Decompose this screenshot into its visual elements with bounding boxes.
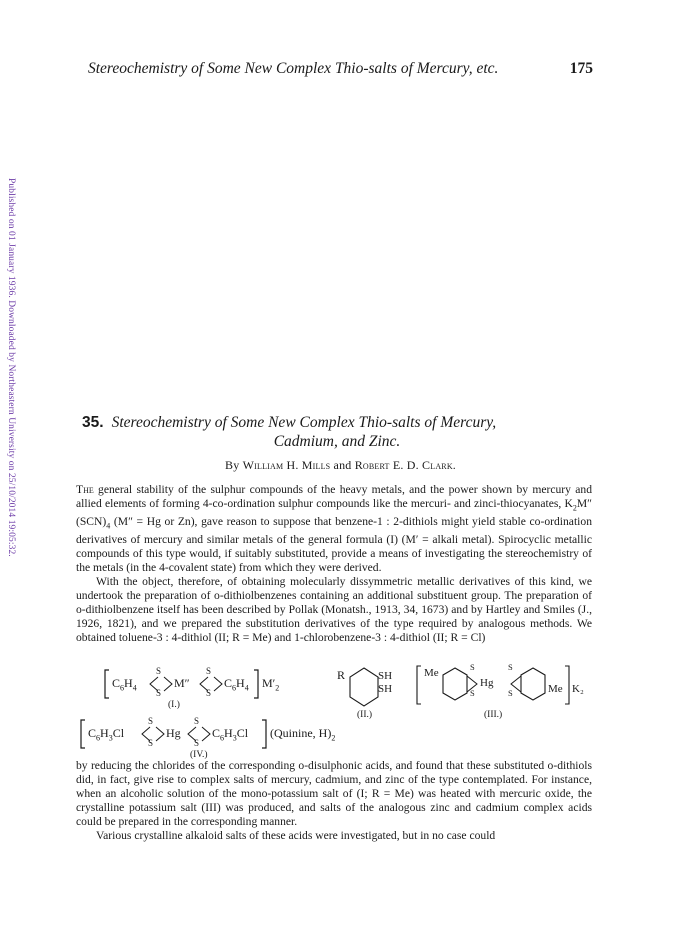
authors-prefix: By [224, 458, 240, 472]
formula-I-left-group: $C_6H_4$ [112, 676, 137, 693]
p1-text-b: M″(SCN) [76, 496, 592, 529]
author-2: Robert E. D. Clark. [354, 458, 457, 472]
formula-III-metal: Hg [480, 677, 494, 689]
author-line [0, 458, 681, 473]
formula-IV-s2: S [148, 738, 154, 748]
download-stamp-text: Published on 01 January 1936. Downloaded by Northeastern University on 25/10/2014 19:05:32. [6, 178, 16, 557]
formula-I-counterion: $M'_2$ [262, 676, 280, 693]
formula-I-right-group: $C_6H_4$ [224, 676, 249, 693]
formula-III-me1: Me [424, 667, 439, 679]
formula-I-s4: S [206, 688, 212, 698]
formula-I-s1: S [156, 666, 162, 676]
formula-III-s4: S [508, 688, 513, 698]
formula-II-sh2: SH [378, 683, 393, 695]
p1-text-c: (M″ = Hg or Zn), gave reason to suppose that benzene-1 : 2-dithiols might yield stable co-ordination derivatives of mercury and similar metals of the general formula (I) (M′ = alkali metal). Spirocyclic metallic compounds of this type would, if suitably substituted, provide a means of investigating the stereochemistry of the metals (in the 4-covalent state) from which they were derived. [76, 515, 592, 575]
formula-I-s2: S [156, 688, 162, 698]
formula-IV-s1: S [148, 716, 154, 726]
paragraph-3: by reducing the chlorides of the corresponding o-disulphonic acids, and found that these substituted o-dithiols did, in fact, give rise to complex salts of mercury, cadmium, and zinc of the type contemplated. For instance, when an alcoholic solution of the mono-potassium salt of (I; R = Me) was heated with mercuric oxide, the crystalline potassium salt (III) was produced, and salts of the analogous zinc and cadmium complex acids could be prepared in the corresponding manner. [76, 759, 592, 828]
running-title: Stereochemistry of Some New Complex Thio-salts of Mercury, etc. [88, 60, 499, 77]
formula-IV-s3: S [194, 716, 200, 726]
title-line-1: Stereochemistry of Some New Complex Thio-salts of Mercury, [111, 414, 497, 431]
formula-IV-label: (IV.) [190, 750, 208, 760]
formula-IV-left-group: $C_6H_3Cl$ [88, 726, 125, 743]
formula-IV-metal: Hg [166, 726, 181, 740]
formula-II-r-group: R [337, 668, 346, 682]
article-number: 35. [82, 414, 104, 431]
formula-I-label: (I.) [168, 700, 180, 710]
article-title [82, 413, 592, 451]
formula-III-label: (III.) [484, 710, 503, 720]
formula-III-s3: S [508, 662, 513, 672]
formula-IV-right-group: $C_6H_3Cl$ [212, 726, 249, 743]
formula-III-me2: Me [548, 683, 563, 695]
formula-IV-s4: S [194, 738, 200, 748]
formula-II-label: (II.) [357, 710, 373, 720]
paragraph-2: With the object, therefore, of obtaining molecularly dissymmetric metallic derivatives of this kind, we undertook the preparation of o-dithiolbenzenes containing an additional substituent group. The preparation of o-dithiolbenzene itself has been described by Pollak (Monatsh., 1913, 34, 1673) and by Hartley and Smiles (J., 1926, 1821), and we prepared the substitution derivatives of the type required by analogous methods. We obtained toluene-3 : 4-dithiol (II; R = Me) and 1-chlorobenzene-3 : 4-dithiol (II; R = Cl) [76, 575, 592, 644]
download-stamp [4, 178, 16, 578]
paragraph-4: Various crystalline alkaloid salts of these acids were investigated, but in no case could [96, 828, 496, 842]
lead-word: The [76, 483, 94, 496]
formula-III-s2: S [470, 688, 475, 698]
formula-III-counterion: K₂ [572, 683, 584, 695]
page-number: 175 [569, 60, 593, 77]
author-1: William H. Mills [242, 458, 331, 472]
title-line-2: Cadmium, and Zinc. [273, 433, 401, 450]
formula-II-sh1: SH [378, 670, 393, 682]
formula-I-metal: M″ [174, 676, 190, 690]
authors-and: and [333, 458, 352, 472]
intro-text [76, 483, 592, 645]
formula-I-s3: S [206, 666, 212, 676]
formula-IV-counterion: (Quinine, $H)_2$ [270, 726, 336, 743]
formula-II-benzene-ring [348, 666, 380, 710]
p1-text-a: general stability of the sulphur compounds of the heavy metals, and the power shown by mercury and allied elements of forming 4-co-ordination sulphur compounds like the mercuri- and zinci-thiocyanates, K [76, 483, 592, 510]
running-head [88, 60, 593, 78]
continuation-text [76, 759, 592, 842]
paragraph-1: The general stability of the sulphur compounds of the heavy metals, and the power shown by mercury and allied elements of forming 4-co-ordination sulphur compounds like the mercuri- and zinci-thiocyanates, $K_2M''(SCN)_4$ (M″ = Hg or Zn), gave reason to suppose that benzene-1 : 2-dithiols might yield stable co-ordination derivatives of mercury and similar metals of the general formula (I) (M′ = alkali metal). Spirocyclic metallic compounds of this type would, if suitably substituted, provide a means of investigating the stereochemistry of the metals (in the 4-covalent state) from which they were derived. [76, 483, 592, 575]
formula-III-s1: S [470, 662, 475, 672]
